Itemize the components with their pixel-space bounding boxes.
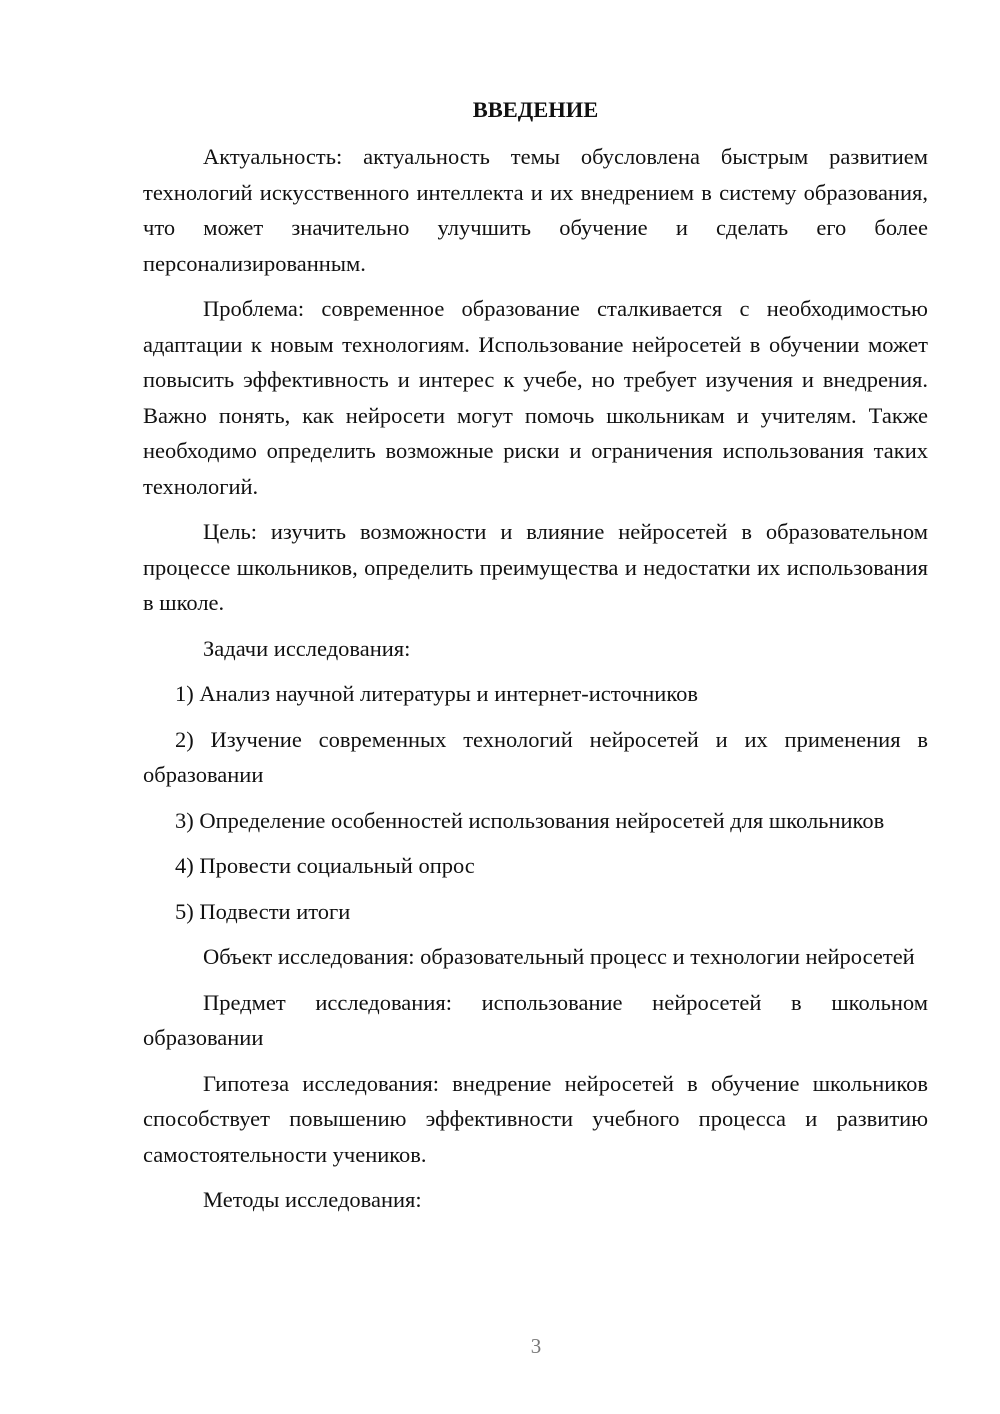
methods-title: Методы исследования: (203, 1187, 422, 1212)
section-heading: ВВЕДЕНИЕ (472, 97, 599, 122)
paragraph-goal: Цель: изучить возможности и влияние нейросетей в образовательном процессе школьников, определить преимущества и недостатки их использования в школе. (143, 519, 928, 615)
task-item-5: 5) Подвести итоги (175, 898, 351, 924)
page-content (143, 92, 928, 1228)
paragraph-object: Объект исследования: образовательный процесс и технологии нейросетей (203, 944, 915, 969)
task-item-3: 3) Определение особенностей использования нейросетей для школьников (175, 807, 885, 833)
page-number: 3 (530, 1334, 542, 1358)
tasks-title: Задачи исследования: (203, 635, 411, 661)
paragraph-subject: Предмет исследования: использование нейросетей в школьном образовании (143, 989, 928, 1050)
paragraph-hypothesis: Гипотеза исследования: внедрение нейросетей в обучение школьников способствует повышению эффективности учебного процесса и развитию самостоятельности учеников. (143, 1070, 928, 1167)
task-item-1: 1) Анализ научной литературы и интернет-источников (175, 681, 699, 706)
paragraph-problem: Проблема: современное образование сталкивается с необходимостью адаптации к новым технологиям. Использование нейросетей в обучении может повысить эффективность и интерес к учебе, но требует изучения и внедрения. Важно понять, как нейросети могут помочь школьникам и учителям. Также необходимо определить возможные риски и ограничения использования таких технологий. (143, 296, 928, 499)
task-item-2: 2) Изучение современных технологий нейросетей и их применения в образовании (143, 726, 928, 787)
paragraph-actuality: Актуальность: актуальность темы обусловлена быстрым развитием технологий искусственного интеллекта и их внедрением в систему образования, что может значительно улучшить обучение и сделать его более персонализированным. (143, 144, 928, 276)
task-item-4: 4) Провести социальный опрос (175, 853, 475, 878)
